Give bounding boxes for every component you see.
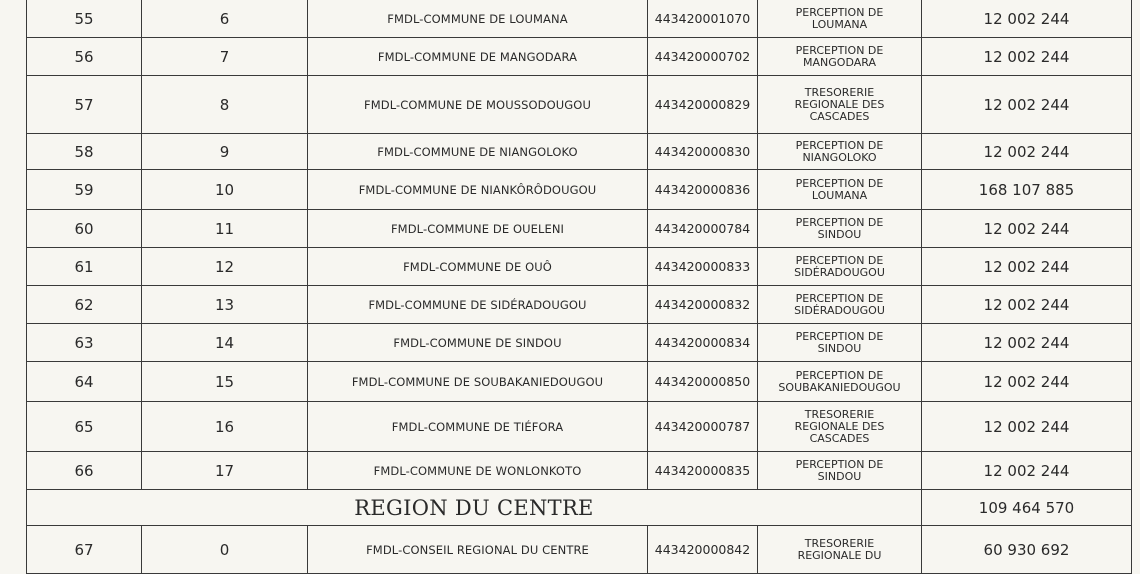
attachment-line: LOUMANA xyxy=(811,17,868,31)
attachment-line: PERCEPTION DE xyxy=(795,329,884,343)
account-number-cell: 443420000830 xyxy=(648,134,758,170)
attachment-line: TRESORERIE xyxy=(804,536,875,550)
amount-cell: 12 002 244 xyxy=(922,0,1132,38)
attachment-line: SIDÉRADOUGOU xyxy=(794,303,885,317)
attachment-line: PERCEPTION DE xyxy=(795,215,884,229)
amount-cell: 12 002 244 xyxy=(922,76,1132,134)
account-number-cell: 443420000835 xyxy=(648,452,758,490)
amount-cell: 12 002 244 xyxy=(922,324,1132,362)
table-row xyxy=(27,38,1132,76)
index-number-cell: 6 xyxy=(142,0,308,38)
attachment-line: PERCEPTION DE xyxy=(795,176,884,190)
region-title: REGION DU CENTRE xyxy=(354,495,594,520)
index-number-cell: 9 xyxy=(142,134,308,170)
table-row xyxy=(27,402,1132,452)
table-row xyxy=(27,170,1132,210)
index-number-cell: 14 xyxy=(142,324,308,362)
table-row xyxy=(27,210,1132,248)
order-number-cell: 55 xyxy=(27,0,142,38)
amount-cell: 12 002 244 xyxy=(922,452,1132,490)
attachment-line: PERCEPTION DE xyxy=(795,291,884,305)
account-number-cell: 443420000836 xyxy=(648,170,758,210)
attachment-cell xyxy=(758,362,922,402)
amount-cell: 12 002 244 xyxy=(922,38,1132,76)
account-number-cell: 443420000829 xyxy=(648,76,758,134)
order-number-cell: 62 xyxy=(27,286,142,324)
amount-cell: 168 107 885 xyxy=(922,170,1132,210)
index-number-cell: 10 xyxy=(142,170,308,210)
order-number-cell: 56 xyxy=(27,38,142,76)
index-number-cell: 16 xyxy=(142,402,308,452)
amount-cell: 12 002 244 xyxy=(922,402,1132,452)
account-number-cell: 443420000850 xyxy=(648,362,758,402)
attachment-line: PERCEPTION DE xyxy=(795,43,884,57)
account-number-cell: 443420000787 xyxy=(648,402,758,452)
attachment-cell xyxy=(758,210,922,248)
attachment-cell xyxy=(758,38,922,76)
attachment-line: NIANGOLOKO xyxy=(802,150,877,164)
account-number-cell: 443420000832 xyxy=(648,286,758,324)
region-label-cell xyxy=(27,490,922,526)
order-number-cell: 60 xyxy=(27,210,142,248)
index-number-cell: 7 xyxy=(142,38,308,76)
order-number-cell: 57 xyxy=(27,76,142,134)
beneficiary-name-cell: FMDL-COMMUNE DE WONLONKOTO xyxy=(308,452,648,490)
attachment-line: REGIONALE DU xyxy=(797,548,882,562)
attachment-cell xyxy=(758,76,922,134)
table-row xyxy=(27,286,1132,324)
attachment-line: SINDOU xyxy=(817,469,862,483)
amount-cell: 12 002 244 xyxy=(922,248,1132,286)
index-number-cell: 17 xyxy=(142,452,308,490)
account-number-cell: 443420001070 xyxy=(648,0,758,38)
attachment-line: SINDOU xyxy=(817,227,862,241)
account-number-cell: 443420000842 xyxy=(648,526,758,574)
account-number-cell: 443420000702 xyxy=(648,38,758,76)
table-row xyxy=(27,526,1132,574)
beneficiary-name-cell: FMDL-COMMUNE DE OUÔ xyxy=(308,248,648,286)
index-number-cell: 13 xyxy=(142,286,308,324)
account-number-cell: 443420000784 xyxy=(648,210,758,248)
order-number-cell: 66 xyxy=(27,452,142,490)
attachment-cell xyxy=(758,170,922,210)
attachment-line: TRESORERIE xyxy=(804,85,875,99)
table-row xyxy=(27,324,1132,362)
order-number-cell: 61 xyxy=(27,248,142,286)
amount-cell: 12 002 244 xyxy=(922,134,1132,170)
allocation-table xyxy=(26,0,1132,574)
attachment-cell xyxy=(758,286,922,324)
attachment-cell xyxy=(758,134,922,170)
table-row xyxy=(27,452,1132,490)
attachment-line: SOUBAKANIEDOUGOU xyxy=(778,380,901,394)
amount-cell: 60 930 692 xyxy=(922,526,1132,574)
attachment-cell xyxy=(758,452,922,490)
beneficiary-name-cell: FMDL-COMMUNE DE NIANGOLOKO xyxy=(308,134,648,170)
attachment-line: REGIONALE DES xyxy=(794,97,885,111)
attachment-cell xyxy=(758,324,922,362)
table-row xyxy=(27,134,1132,170)
account-number-cell: 443420000834 xyxy=(648,324,758,362)
beneficiary-name-cell: FMDL-COMMUNE DE MANGODARA xyxy=(308,38,648,76)
attachment-line: CASCADES xyxy=(809,431,870,445)
index-number-cell: 11 xyxy=(142,210,308,248)
attachment-cell xyxy=(758,402,922,452)
beneficiary-name-cell: FMDL-COMMUNE DE SIDÉRADOUGOU xyxy=(308,286,648,324)
attachment-line: PERCEPTION DE xyxy=(795,138,884,152)
index-number-cell: 0 xyxy=(142,526,308,574)
attachment-cell xyxy=(758,248,922,286)
amount-cell: 12 002 244 xyxy=(922,362,1132,402)
attachment-line: TRESORERIE xyxy=(804,407,875,421)
index-number-cell: 8 xyxy=(142,76,308,134)
order-number-cell: 63 xyxy=(27,324,142,362)
order-number-cell: 65 xyxy=(27,402,142,452)
order-number-cell: 67 xyxy=(27,526,142,574)
table-row xyxy=(27,362,1132,402)
attachment-line: LOUMANA xyxy=(811,188,868,202)
amount-cell: 12 002 244 xyxy=(922,286,1132,324)
attachment-line: SIDÉRADOUGOU xyxy=(794,265,885,279)
region-total-cell: 109 464 570 xyxy=(922,490,1132,526)
table-row xyxy=(27,248,1132,286)
attachment-line: CASCADES xyxy=(809,109,870,123)
beneficiary-name-cell: FMDL-COMMUNE DE OUELENI xyxy=(308,210,648,248)
table-row xyxy=(27,0,1132,38)
order-number-cell: 58 xyxy=(27,134,142,170)
region-row xyxy=(27,490,1132,526)
table-row xyxy=(27,76,1132,134)
order-number-cell: 59 xyxy=(27,170,142,210)
beneficiary-name-cell: FMDL-COMMUNE DE SOUBAKANIEDOUGOU xyxy=(308,362,648,402)
attachment-line: SINDOU xyxy=(817,341,862,355)
beneficiary-name-cell: FMDL-COMMUNE DE SINDOU xyxy=(308,324,648,362)
attachment-cell xyxy=(758,0,922,38)
attachment-line: PERCEPTION DE xyxy=(795,457,884,471)
attachment-line: PERCEPTION DE xyxy=(795,253,884,267)
beneficiary-name-cell: FMDL-COMMUNE DE LOUMANA xyxy=(308,0,648,38)
attachment-line: REGIONALE DES xyxy=(794,419,885,433)
beneficiary-name-cell: FMDL-CONSEIL REGIONAL DU CENTRE xyxy=(308,526,648,574)
attachment-line: PERCEPTION DE xyxy=(795,5,884,19)
attachment-line: MANGODARA xyxy=(803,55,876,69)
amount-cell: 12 002 244 xyxy=(922,210,1132,248)
order-number-cell: 64 xyxy=(27,362,142,402)
beneficiary-name-cell: FMDL-COMMUNE DE TIÉFORA xyxy=(308,402,648,452)
account-number-cell: 443420000833 xyxy=(648,248,758,286)
beneficiary-name-cell: FMDL-COMMUNE DE MOUSSODOUGOU xyxy=(308,76,648,134)
attachment-line: PERCEPTION DE xyxy=(795,368,884,382)
beneficiary-name-cell: FMDL-COMMUNE DE NIANKÔRÔDOUGOU xyxy=(308,170,648,210)
index-number-cell: 12 xyxy=(142,248,308,286)
index-number-cell: 15 xyxy=(142,362,308,402)
attachment-cell xyxy=(758,526,922,574)
